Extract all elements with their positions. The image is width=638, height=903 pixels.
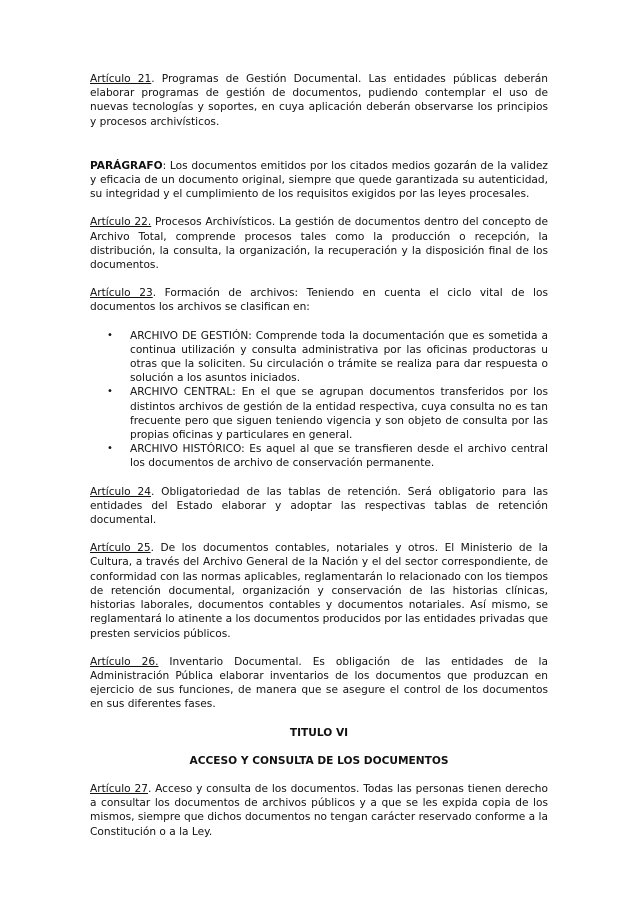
article-24-text: . Obligatoriedad de las tablas de retención. Será obligatorio para las entidades del Estado elaborar y adoptar las respectivas tablas de retención documental.	[90, 485, 548, 527]
bullet-icon: •	[107, 386, 113, 398]
bullet-icon: •	[107, 443, 113, 455]
article-22-label: Artículo 22.	[90, 216, 152, 229]
paragrafo-text: : Los documentos emitidos por los citados medios gozarán de la validez y eficacia de un documento original, siempre que quede garantizada su autenticidad, su integridad y el cumplimiento de los requisitos exigidos por las leyes procesales.	[90, 159, 548, 201]
document-page	[90, 72, 548, 853]
subtitle-heading: ACCESO Y CONSULTA DE LOS DOCUMENTOS	[189, 754, 449, 767]
list-item	[107, 442, 548, 470]
article-26-label: Artículo 26.	[90, 655, 159, 668]
article-24-label: Artículo 24	[90, 485, 151, 498]
article-26	[90, 655, 548, 712]
article-23	[90, 286, 548, 314]
title-heading: TITULO VI	[289, 726, 349, 739]
article-22-text: Procesos Archivísticos. La gestión de documentos dentro del concepto de Archivo Total, comprende procesos tales como la producción o recepción, la distribución, la consulta, la organización, la recuperación y la disposición final de los documentos.	[90, 216, 548, 272]
article-27-text: . Acceso y consulta de los documentos. Todas las personas tienen derecho a consultar los documentos de archivos públicos y a que se les expida copia de los mismos, siempre que dichos documentos no tengan carácter reservado conforme a la Constitución o a la Ley.	[90, 782, 548, 838]
paragrafo	[90, 159, 548, 202]
article-26-text: Inventario Documental. Es obligación de las entidades de la Administración Pública elaborar inventarios de los documentos que produzcan en ejercicio de sus funciones, de manera que se asegure el control de los documentos en sus diferentes fases.	[90, 655, 548, 711]
list-item-text: ARCHIVO HISTÓRICO: Es aquel al que se transfieren desde el archivo central los documentos de archivo de conservación permanente.	[130, 443, 548, 470]
article-27-label: Artículo 27	[90, 782, 148, 795]
article-21-label: Artículo 21	[90, 73, 152, 85]
article-23-text: . Formación de archivos: Teniendo en cuenta el ciclo vital de los documentos los archivos se clasifican en:	[90, 287, 549, 314]
list-item-text: ARCHIVO DE GESTIÓN: Comprende toda la documentación que es sometida a continua utilización y consulta administrativa por las oficinas productoras u otras que la soliciten. Su circulación o trámite se realiza para dar respuesta o solución a los asuntos iniciados.	[130, 329, 548, 385]
article-21	[90, 72, 548, 129]
article-24	[90, 485, 548, 528]
list-item	[107, 329, 548, 386]
article-27	[90, 782, 548, 839]
bullet-icon: •	[107, 329, 113, 341]
article-25-label: Artículo 25	[90, 542, 151, 555]
article-25-text: . De los documentos contables, notariales y otros. El Ministerio de la Cultura, a través del Archivo General de la Nación y el del sector correspondiente, de conformidad con las normas aplicables, reglamentarán lo relacionado con los tiempos de retención documental, organización y conservación de las historias clínicas, historias laborales, documentos contables y documentos notariales. Así mismo, se reglamentará lo atinente a los documentos producidos por las entidades privadas que presten servicios públicos.	[90, 542, 549, 640]
article-25	[90, 541, 548, 640]
list-item	[107, 385, 548, 442]
paragrafo-label: PARÁGRAFO	[90, 159, 163, 172]
article-23-label: Artículo 23	[90, 287, 153, 300]
archive-types-list	[90, 329, 548, 471]
article-21-text: . Programas de Gestión Documental. Las entidades públicas deberán elaborar programas de gestión de documentos, pudiendo contemplar el uso de nuevas tecnologías y soportes, en cuya aplicación deberán observarse los principios y procesos archivísticos.	[90, 73, 548, 128]
list-item-text: ARCHIVO CENTRAL: En el que se agrupan documentos transferidos por los distintos archivos de gestión de la entidad respectiva, cuya consulta no es tan frecuente pero que siguen teniendo vigencia y son objeto de consulta por las propias oficinas y particulares en general.	[130, 386, 548, 442]
article-22	[90, 215, 548, 272]
